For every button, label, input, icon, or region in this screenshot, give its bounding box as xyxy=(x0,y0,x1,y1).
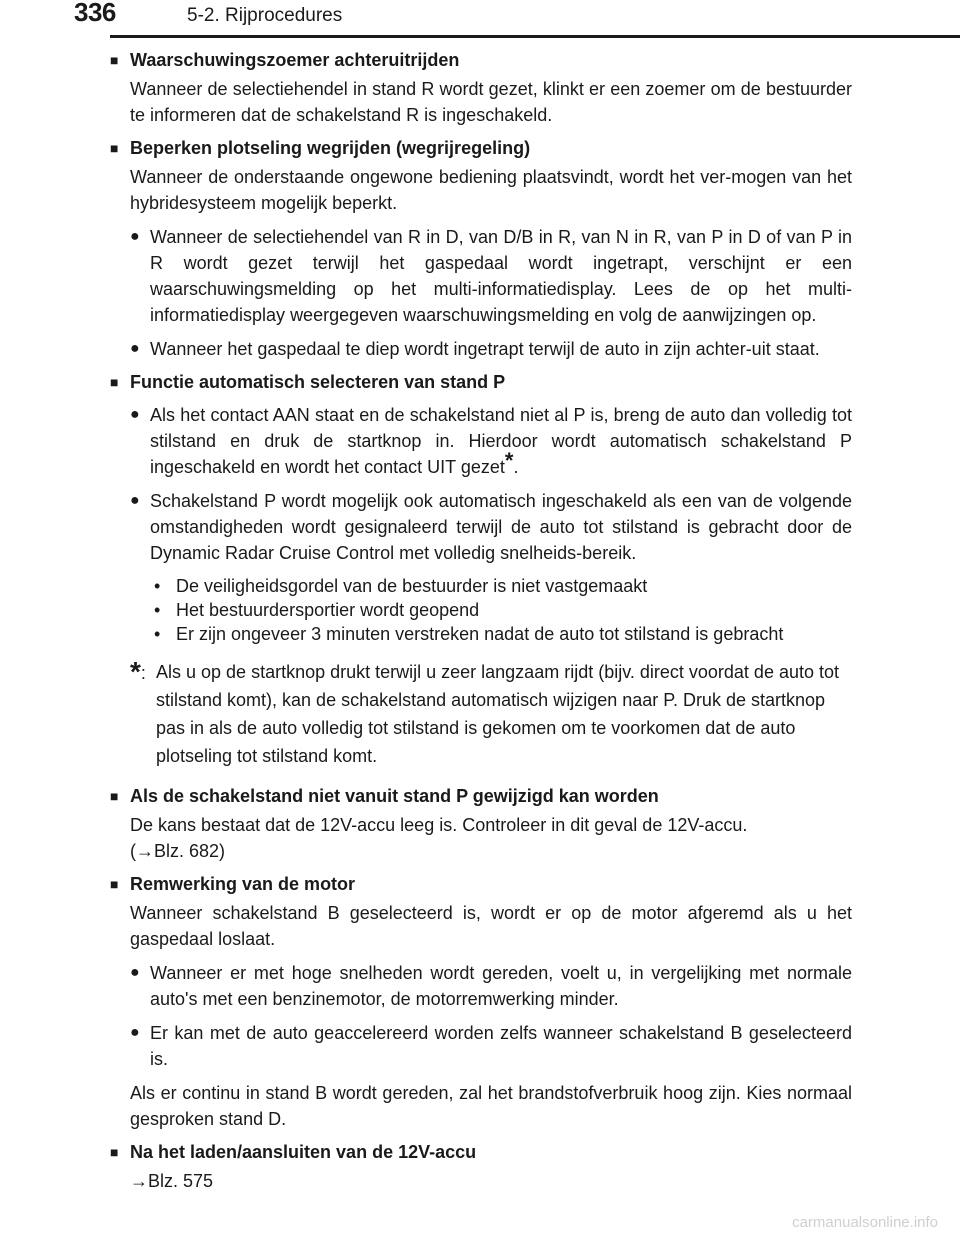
heading-text: Als de schakelstand niet vanuit stand P gewijzigd kan worden xyxy=(130,786,659,806)
footnote-marker: * xyxy=(504,448,514,473)
heading-text: Functie automatisch selecteren van stand P xyxy=(130,372,506,392)
chapter-section-title: 5-2. Rijprocedures xyxy=(187,5,343,26)
dot-bullet-icon: ● xyxy=(130,492,140,509)
sub-list-item-text: De veiligheidsgordel van de bestuurder is niet vastgemaakt xyxy=(176,576,648,596)
heading-text: Na het laden/aansluiten van de 12V-accu xyxy=(130,1142,477,1162)
sub-list-item xyxy=(150,574,852,598)
sub-list xyxy=(150,574,852,646)
list-item xyxy=(130,336,852,362)
paragraph: De kans bestaat dat de 12V-accu leeg is. Controleer in dit geval de 12V-accu. xyxy=(130,815,748,835)
asterisk-icon: * xyxy=(130,656,141,687)
square-bullet-icon: ■ xyxy=(110,140,119,156)
list-item xyxy=(130,402,852,480)
section-heading xyxy=(110,136,852,160)
list-item-body: Als het contact AAN staat en de schakelstand niet al P is, breng de auto dan volledig tot stilstand en druk de startknop in. Hierdoor wordt automatisch schakelstand P ingeschakeld en wordt het contact UIT gezet xyxy=(150,405,852,477)
section-heading xyxy=(110,872,852,896)
footnote-colon: : xyxy=(140,663,146,683)
heading-text: Remwerking van de motor xyxy=(130,874,356,894)
list-item-text: Er kan met de auto geaccelereerd worden zelfs wanneer schakelstand B geselecteerd is. xyxy=(150,1023,852,1069)
sub-list-item xyxy=(150,622,852,646)
square-bullet-icon: ■ xyxy=(110,876,119,892)
small-bullet-icon: • xyxy=(154,600,161,620)
sentence-end: . xyxy=(513,457,519,477)
paragraph: Wanneer schakelstand B geselecteerd is, wordt er op de motor afgeremd als u het gaspedaal loslaat. xyxy=(130,903,852,949)
footnote-label xyxy=(130,658,156,770)
header-rule xyxy=(110,35,960,38)
square-bullet-icon: ■ xyxy=(110,374,119,390)
page-number: 336 xyxy=(74,0,116,27)
page-reference[interactable]: →Blz. 575 xyxy=(130,1171,214,1191)
page-reference[interactable]: (→Blz. 682) xyxy=(130,841,226,861)
sub-list-item xyxy=(150,598,852,622)
paragraph: Als er continu in stand B wordt gereden, zal het brandstofverbruik hoog zijn. Kies normaal gesproken stand D. xyxy=(130,1083,852,1129)
section-heading xyxy=(110,784,852,808)
paragraph: Wanneer de onderstaande ongewone bediening plaatsvindt, wordt het ver-mogen van het hybridesysteem mogelijk beperkt. xyxy=(130,167,852,213)
square-bullet-icon: ■ xyxy=(110,788,119,804)
list-item-text: Schakelstand P wordt mogelijk ook automatisch ingeschakeld als een van de volgende omstandigheden wordt gesignaleerd terwijl de auto tot stilstand is gebracht door de Dynamic Radar Cruise Control met volledig snelheids-bereik. xyxy=(150,491,852,563)
list-item xyxy=(130,488,852,566)
square-bullet-icon: ■ xyxy=(110,52,119,68)
dot-bullet-icon: ● xyxy=(130,964,140,981)
square-bullet-icon: ■ xyxy=(110,1144,119,1160)
section-heading xyxy=(110,1140,852,1164)
section-heading xyxy=(110,48,852,72)
heading-text: Beperken plotseling wegrijden (wegrijregeling) xyxy=(130,138,531,158)
dot-bullet-icon: ● xyxy=(130,1024,140,1041)
dot-bullet-icon: ● xyxy=(130,228,140,245)
watermark: carmanualsonline.info xyxy=(792,1214,938,1231)
heading-text: Waarschuwingszoemer achteruitrijden xyxy=(130,50,460,70)
page-header xyxy=(0,0,960,40)
list-item xyxy=(130,1020,852,1072)
dot-bullet-icon: ● xyxy=(130,406,140,423)
list-item xyxy=(130,224,852,328)
section-heading xyxy=(110,370,852,394)
small-bullet-icon: • xyxy=(154,576,161,596)
footnote-text: Als u op de startknop drukt terwijl u zeer langzaam rijdt (bijv. direct voordat de auto tot stilstand komt), kan de schakelstand automatisch wijzigen naar P. Druk de startknop pas in als de auto volledig tot stilstand is gekomen om te voorkomen dat de auto plotseling tot stilstand komt. xyxy=(156,662,839,766)
small-bullet-icon: • xyxy=(154,624,161,644)
sub-list-item-text: Er zijn ongeveer 3 minuten verstreken nadat de auto tot stilstand is gebracht xyxy=(176,624,784,644)
dot-bullet-icon: ● xyxy=(130,340,140,357)
list-item xyxy=(130,960,852,1012)
paragraph: Wanneer de selectiehendel in stand R wordt gezet, klinkt er een zoemer om de bestuurder te informeren dat de schakelstand R is ingeschakeld. xyxy=(130,79,852,125)
footnote xyxy=(130,658,852,770)
list-item-text: Wanneer het gaspedaal te diep wordt ingetrapt terwijl de auto in zijn achter-uit staat. xyxy=(150,339,820,359)
page-content xyxy=(110,46,852,1194)
list-item-text: Wanneer er met hoge snelheden wordt gereden, voelt u, in vergelijking met normale auto's met een benzinemotor, de motorremwerking minder. xyxy=(150,963,852,1009)
sub-list-item-text: Het bestuurdersportier wordt geopend xyxy=(176,600,480,620)
list-item-text xyxy=(150,402,852,480)
list-item-text: Wanneer de selectiehendel van R in D, van D/B in R, van N in R, van P in D of van P in R wordt gezet terwijl het gaspedaal wordt ingetrapt, verschijnt er een waarschuwingsmelding op het multi-informatiedisplay. Lees de op het multi-informatiedisplay weergegeven waarschuwingsmelding en volg de aanwijzingen op. xyxy=(150,227,852,325)
